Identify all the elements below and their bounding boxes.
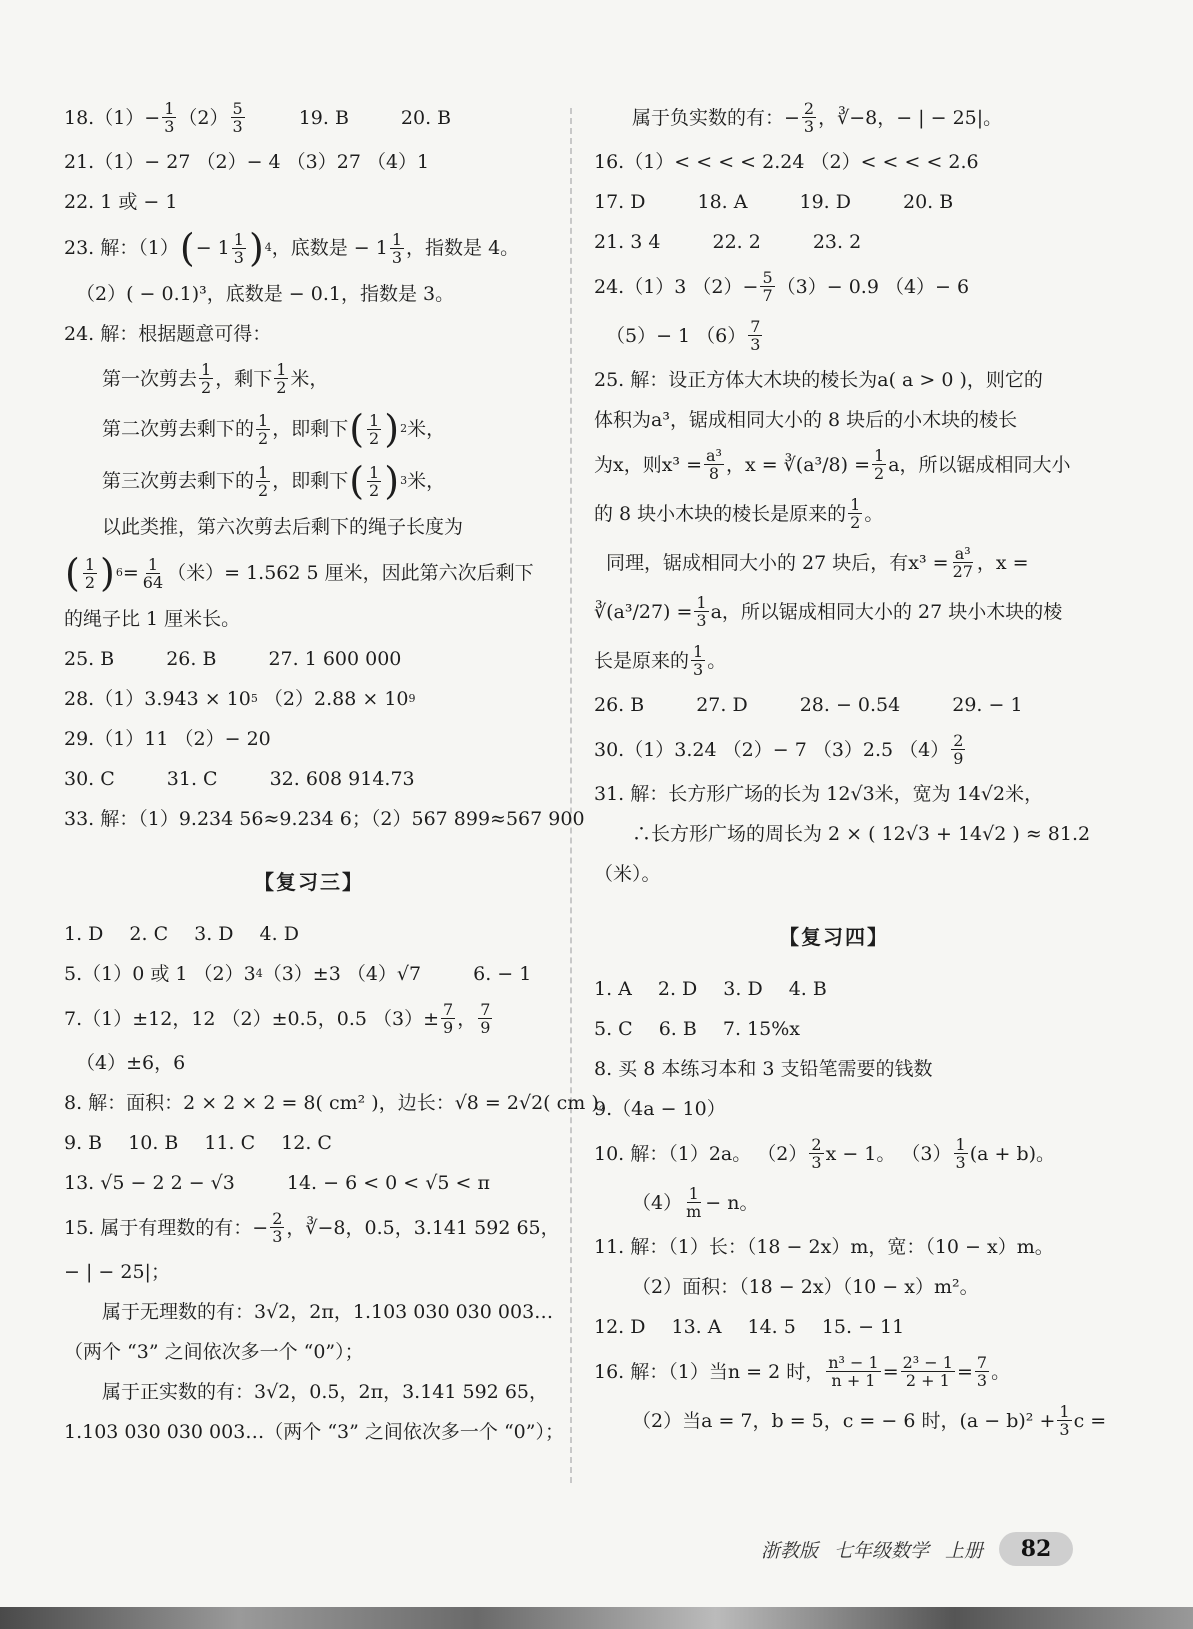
review4-answer-11-2: （2）面积：（18 − 2x）（10 − x）m²。 xyxy=(632,1276,979,1298)
review3-answer-25-line7: 长是原来的 $\frac{1}{3}$ 。 xyxy=(594,642,727,679)
review3-answer-25-line1: 25. 解：设正方体大木块的棱长为a( a > 0 )，则它的 xyxy=(594,369,1043,391)
review3-answer-30: 30.（1）3.24 （2）− 7 （3）2.5 （4） $\frac{2}{9}$ xyxy=(594,731,964,768)
page-number-badge: 82 xyxy=(999,1532,1073,1566)
answer-29: 29.（1）11 （2）− 20 xyxy=(64,728,271,750)
review3-answer-24: 24.（1）3 （2）− $\frac{5}{7}$ （3）− 0.9 （4）− 6 xyxy=(594,268,970,305)
answer-24-step2: 第二次剪去剩下的 $\frac{1}{2}$ ，即剩下 ( $\frac{1}{2}$ ) 2 米， xyxy=(102,407,446,451)
review3-answer-25-line4: 的 8 块小木块的棱长是原来的 $\frac{1}{2}$ 。 xyxy=(594,495,884,532)
answer-30-32: 30. C 31. C 32. 608 914.73 xyxy=(64,768,415,790)
review3-answer-17-20: 17. D 18. A 19. D 20. B xyxy=(594,191,954,213)
left-column xyxy=(64,99,618,1459)
review3-answer-1-4: 1. D 2. C 3. D 4. D xyxy=(64,923,299,945)
answer-28: 28.（1）3.943 × 10 5 （2）2.88 × 10 9 xyxy=(64,688,416,710)
review3-answer-31-line3: （米）。 xyxy=(594,863,661,885)
review3-answer-7-4: （4）±6，6 xyxy=(76,1052,186,1074)
answer-23-part1: 23. 解：（1） ( − 1 $\frac{1}{3}$ ) 4 ，底数是 − 1 $\frac{1}{3}$ ，指数是 4。 xyxy=(64,226,520,270)
scan-edge-strip xyxy=(0,1607,1193,1629)
review4-answer-5-7: 5. C 6. B 7. 15%x xyxy=(594,1018,800,1040)
review3-answer-15-rational-cont: − | − 25|； xyxy=(64,1261,170,1283)
column-divider xyxy=(570,108,572,1483)
review3-answer-13-14: 13. √5 − 2 2 − √3 14. − 6 < 0 < √5 < π xyxy=(64,1172,490,1194)
answer-24-step1: 第一次剪去 $\frac{1}{2}$ ，剩下 $\frac{1}{2}$ 米， xyxy=(102,360,329,397)
page-footer xyxy=(761,1532,1073,1566)
review4-answer-10-4: （4） $\frac{1}{m}$ − n。 xyxy=(632,1184,759,1221)
answer-23-part2: （2）( − 0.1)³，底数是 − 0.1，指数是 3。 xyxy=(76,283,455,305)
review4-answer-16-1: 16. 解：（1）当n = 2 时， $\frac{\text{n³ − 1}}{n + 1}$ = $\frac{\text{2³ − 1}}{2 + 1}$ = $\frac{7}{3}$ 。 xyxy=(594,1353,1011,1390)
review3-answer-25-line5: 同理，锯成相同大小的 27 块后，有x³ = $\frac{\text{a³}}{27}$ ，x = xyxy=(606,544,1029,581)
review3-answer-15-rational: 15. 属于有理数的有：− $\frac{2}{3}$ ，∛−8，0.5，3.141 592 65， xyxy=(64,1209,560,1246)
review3-answer-15-positive: 属于正实数的有：3√2，0.5，2π，3.141 592 65， xyxy=(102,1381,548,1403)
review3-answer-9-12: 9. B 10. B 11. C 12. C xyxy=(64,1132,332,1154)
review4-answer-1-4: 1. A 2. D 3. D 4. B xyxy=(594,978,827,1000)
review3-answer-7: 7.（1）±12，12 （2）±0.5，0.5 （3）± $\frac{7}{9}$ ， $\frac{7}{9}$ xyxy=(64,1000,491,1037)
answer-24-result: ( $\frac{1}{2}$ ) 6 = $\frac{1}{64}$ （米）= 1.562 5 厘米，因此第六次后剩下 xyxy=(65,551,534,595)
answer-24-intro: 24. 解：根据题意可得： xyxy=(64,323,272,345)
review4-answer-12-15: 12. D 13. A 14. 5 15. − 11 xyxy=(594,1316,905,1338)
review3-answer-15-negative: 属于负实数的有：− $\frac{2}{3}$ ，∛−8，− | − 25|。 xyxy=(632,99,1003,136)
volume-label: 上册 xyxy=(944,1539,983,1562)
section-title-review-3: 【复习三】 xyxy=(254,870,364,894)
review3-answer-31-line2: ∴长方形广场的周长为 2 × ( 12√3 + 14√2 ) ≈ 81.2 xyxy=(632,823,1091,845)
answer-24-conclusion: 的绳子比 1 厘米长。 xyxy=(64,608,241,630)
answer-33: 33. 解：（1）9.234 56≈9.234 6；（2）567 899≈567 900 xyxy=(64,808,585,830)
section-title-review-4: 【复习四】 xyxy=(779,925,889,949)
review4-answer-8: 8. 买 8 本练习本和 3 支铅笔需要的钱数 xyxy=(594,1058,933,1080)
answer-21: 21.（1）− 27 （2）− 4 （3）27 （4）1 xyxy=(64,151,430,173)
review3-answer-15-irrational: 属于无理数的有：3√2，2π，1.103 030 030 003… xyxy=(102,1301,554,1323)
review3-answer-5-6: 5.（1）0 或 1 （2）3 4 （3）±3 （4）√7 6. − 1 xyxy=(64,963,532,985)
review3-answer-26-29: 26. B 27. D 28. − 0.54 29. − 1 xyxy=(594,694,1023,716)
review4-answer-10: 10. 解：（1）2a。 （2） $\frac{2}{3}$ x − 1。 （3） $\frac{1}{3}$ (a + b)。 xyxy=(594,1135,1056,1172)
answer-18: 18.（1）− $\frac{1}{3}$ （2） $\frac{5}{3}$ 19. B 20. B xyxy=(64,99,452,136)
grade-subject-label: 七年级数学 xyxy=(833,1539,929,1562)
review3-answer-24-cont: （5）− 1 （6） $\frac{7}{3}$ xyxy=(606,317,761,354)
review3-answer-25-line6: ∛(a³/27) = $\frac{1}{3}$ a，所以锯成相同大小的 27 块小木块的棱 xyxy=(594,593,1063,630)
review3-answer-25-line2: 体积为a³，锯成相同大小的 8 块后的小木块的棱长 xyxy=(594,409,1018,431)
review4-answer-16-2: （2）当a = 7，b = 5，c = − 6 时，(a − b)² + $\frac{1}{3}$ c = xyxy=(632,1402,1107,1439)
right-column xyxy=(594,99,1107,1452)
review3-answer-31-line1: 31. 解：长方形广场的长为 12√3米，宽为 14√2米， xyxy=(594,783,1044,805)
review3-answer-15-positive-cont: 1.103 030 030 003…（两个 “3” 之间依次多一个 “0”）； xyxy=(64,1421,564,1443)
review4-answer-9: 9.（4a − 10） xyxy=(594,1098,726,1120)
review3-answer-21-23: 21. 3 4 22. 2 23. 2 xyxy=(594,231,862,253)
review3-answer-25-line3: 为x，则x³ = $\frac{\text{a³}}{8}$ ，x = ∛(a³/8) = $\frac{1}{2}$ a，所以锯成相同大小 xyxy=(594,446,1071,483)
answer-25-27: 25. B 26. B 27. 1 600 000 xyxy=(64,648,402,670)
edition-label: 浙教版 xyxy=(760,1539,818,1562)
answer-24-general: 以此类推，第六次剪去后剩下的绳子长度为 xyxy=(102,516,464,538)
answer-22: 22. 1 或 − 1 xyxy=(64,191,178,213)
review3-answer-16: 16.（1）< < < < 2.24 （2）< < < < 2.6 xyxy=(594,151,979,173)
review4-answer-11-1: 11. 解：（1）长：（18 − 2x）m，宽：（10 − x）m。 xyxy=(594,1236,1054,1258)
review3-answer-8: 8. 解：面积：2 × 2 × 2 = 8( cm² )，边长：√8 = 2√2( cm )。 xyxy=(64,1092,618,1114)
answer-24-step3: 第三次剪去剩下的 $\frac{1}{2}$ ，即剩下 ( $\frac{1}{2}$ ) 3 米， xyxy=(102,459,446,503)
review3-answer-15-irrational-note: （两个 “3” 之间依次多一个 “0”）； xyxy=(64,1341,364,1363)
